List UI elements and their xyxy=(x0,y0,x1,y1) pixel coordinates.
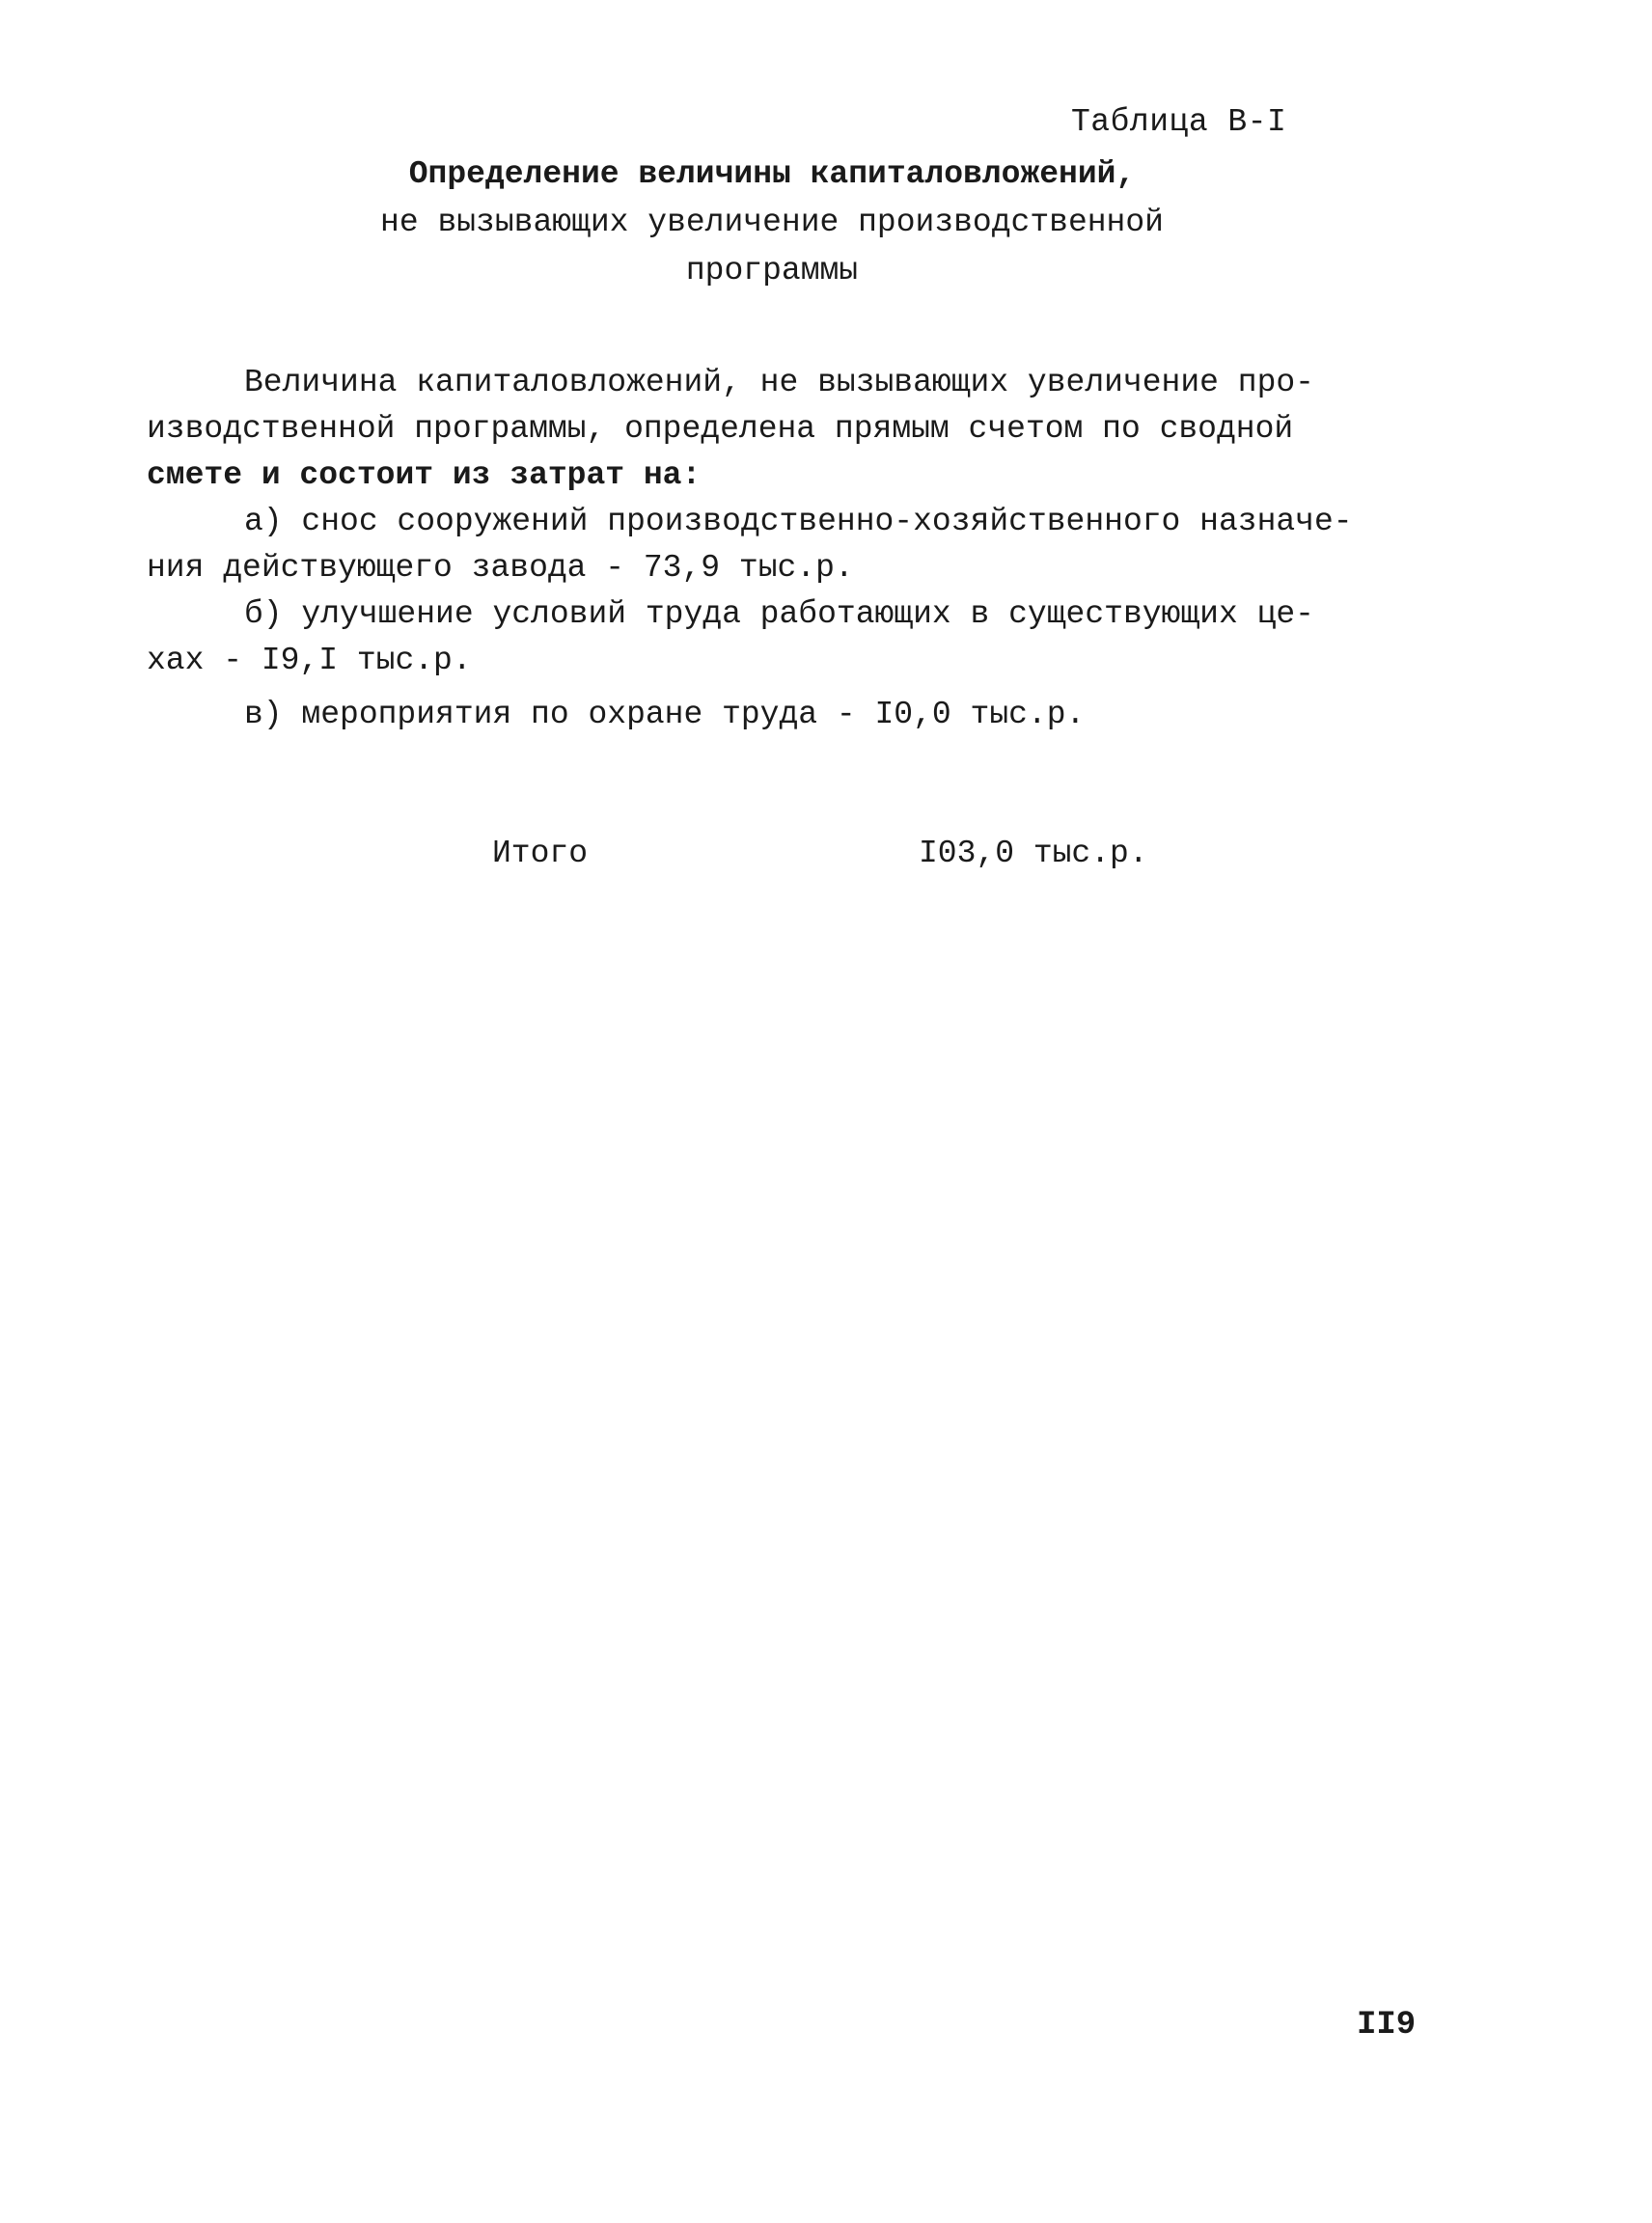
total-label: Итого xyxy=(492,836,589,871)
list-item-a-line-1: а) снос сооружений производственно-хозяйственного назначе- xyxy=(244,504,1353,539)
title-line-3: программы xyxy=(685,253,859,288)
list-item-c: в) мероприятия по охране труда - I0,0 тыс.р. xyxy=(244,697,1086,732)
paragraph-line-3: смете и состоит из затрат на: xyxy=(147,457,702,493)
total-value: I03,0 тыс.р. xyxy=(919,836,1148,871)
list-item-b-line-1: б) улучшение условий труда работающих в существующих це- xyxy=(244,596,1314,632)
title-line-2: не вызывающих увеличение производственной xyxy=(380,205,1164,240)
list-item-a-line-2: ния действующего завода - 73,9 тыс.р. xyxy=(147,550,854,586)
title-line-1: Определение величины капиталовложений, xyxy=(408,156,1136,192)
table-label: Таблица В-I xyxy=(1071,104,1287,140)
page-number: II9 xyxy=(1357,2007,1417,2044)
list-item-b-line-2: хах - I9,I тыс.р. xyxy=(147,643,472,678)
paragraph-line-1: Величина капиталовложений, не вызывающих увеличение про- xyxy=(244,365,1314,400)
paragraph-line-2: изводственной программы, определена прямым счетом по сводной xyxy=(147,411,1294,447)
